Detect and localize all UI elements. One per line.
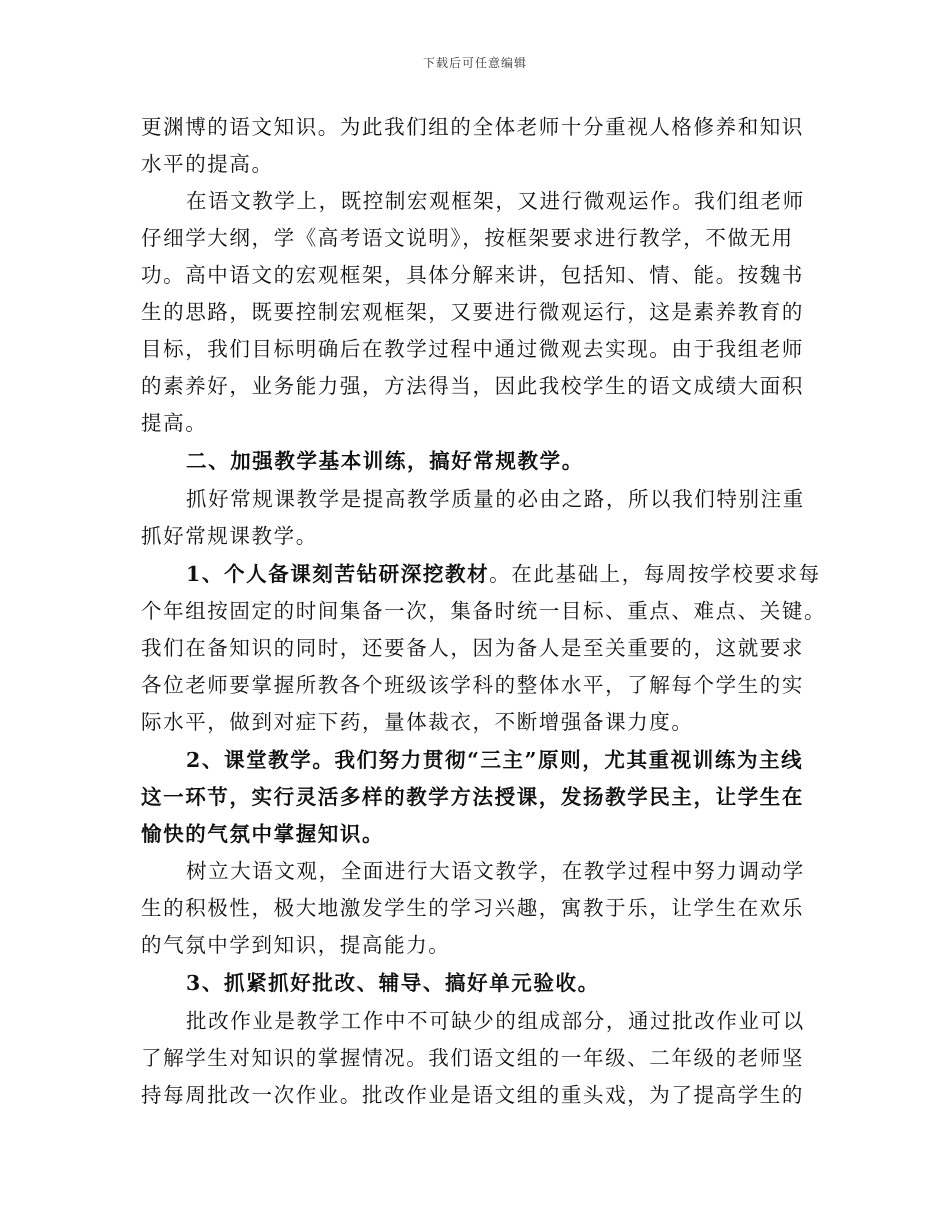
subheading: 1、个人备课刻苦钻研深挖教材 xyxy=(186,562,490,586)
bold-line: 2、课堂教学。我们努力贯彻“三主”原则，尤其重视训练为主线 xyxy=(186,748,804,772)
text-line: 各位老师要掌握所教各个班级该学科的整体水平，了解每个学生的实 xyxy=(141,673,804,697)
text-line: 批改作业是教学工作中不可缺少的组成部分，通过批改作业可以 xyxy=(186,1009,805,1033)
text-run: 。在此基础上，每周按学校要求每 xyxy=(489,562,821,586)
text-line: 在语文教学上，既控制宏观框架，又进行微观运作。我们组老师 xyxy=(186,189,805,213)
text-line: 目标，我们目标明确后在教学过程中通过微观去实现。由于我组老师 xyxy=(141,337,804,361)
text-line: 的素养好，业务能力强，方法得当，因此我校学生的语文成绩大面积 xyxy=(141,374,804,398)
text-line: 水平的提高。 xyxy=(141,152,274,176)
text-line: 抓好常规课教学。 xyxy=(141,524,318,548)
text-line: 树立大语文观，全面进行大语文教学，在教学过程中努力调动学 xyxy=(186,859,805,883)
text-line: 抓好常规课教学是提高教学质量的必由之路，所以我们特别注重 xyxy=(186,487,805,511)
text-line: 的气氛中学到知识，提高能力。 xyxy=(141,933,451,957)
text-line: 功。高中语文的宏观框架，具体分解来讲，包括知、情、能。按魏书 xyxy=(141,263,804,287)
text-line: 个年组按固定的时间集备一次，集备时统一目标、重点、难点、关键。 xyxy=(141,599,827,623)
section-heading: 二、加强教学基本训练，搞好常规教学。 xyxy=(186,449,584,473)
text-line: 生的积极性，极大地激发学生的学习兴趣，寓教于乐，让学生在欢乐 xyxy=(141,896,804,920)
text-line: 提高。 xyxy=(141,411,208,435)
text-line: 我们在备知识的同时，还要备人，因为备人是至关重要的，这就要求 xyxy=(141,636,804,660)
section-heading: 3、抓紧抓好批改、辅导、搞好单元验收。 xyxy=(186,971,600,995)
text-line xyxy=(186,561,821,587)
text-line: 持每周批改一次作业。批改作业是语文组的重头戏，为了提高学生的 xyxy=(141,1083,804,1107)
text-line: 了解学生对知识的掌握情况。我们语文组的一年级、二年级的老师坚 xyxy=(141,1046,804,1070)
bold-line: 愉快的气氛中掌握知识。 xyxy=(141,822,385,846)
text-line: 更渊博的语文知识。为此我们组的全体老师十分重视人格修养和知识 xyxy=(141,115,804,139)
text-line: 生的思路，既要控制宏观框架，又要进行微观运行，这是素养教育的 xyxy=(141,300,804,324)
text-line: 际水平，做到对症下药，量体裁衣，不断增强备课力度。 xyxy=(141,710,694,734)
page-header: 下载后可任意编辑 xyxy=(422,56,527,70)
text-line: 仔细学大纲，学《高考语文说明》，按框架要求进行教学，不做无用 xyxy=(141,226,794,250)
bold-line: 这一环节，实行灵活多样的教学方法授课，发扬教学民主，让学生在 xyxy=(141,785,804,809)
